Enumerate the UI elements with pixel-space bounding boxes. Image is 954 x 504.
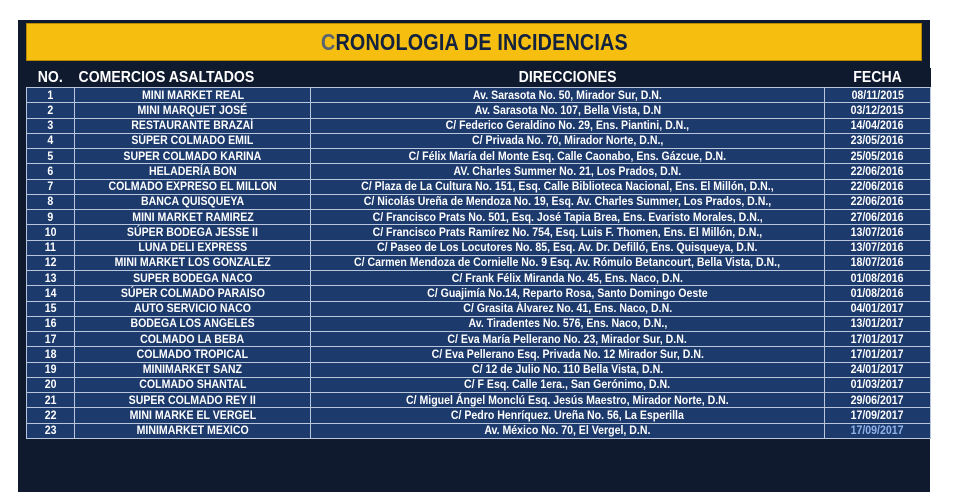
row-date: 04/01/2017 <box>825 301 931 316</box>
row-date: 13/07/2016 <box>825 240 931 255</box>
row-address: C/ Guajimía No.14, Reparto Rosa, Santo Domingo Oeste <box>311 286 825 301</box>
table-row <box>27 225 931 240</box>
row-address: C/ Francisco Prats No. 501, Esq. José Tapia Brea, Ens. Evaristo Morales, D.N., <box>311 210 825 225</box>
table-row <box>27 423 931 438</box>
table-row <box>27 255 931 270</box>
row-number: 1 <box>27 88 75 103</box>
row-business-name: SUPER COLMADO REY II <box>75 393 311 408</box>
header-no: NO. <box>27 68 75 88</box>
row-business-name: LUNA DELI EXPRESS <box>75 240 311 255</box>
row-number: 6 <box>27 164 75 179</box>
row-business-name: RESTAURANTE BRAZAÍ <box>75 118 311 133</box>
row-number: 19 <box>27 362 75 377</box>
row-address: C/ Frank Félix Miranda No. 45, Ens. Naco, D.N. <box>311 271 825 286</box>
row-business-name: MINIMARKET MEXICO <box>75 423 311 438</box>
table-row <box>27 179 931 194</box>
row-business-name: SÚPER BODEGA JESSE II <box>75 225 311 240</box>
table-row <box>27 133 931 148</box>
row-date: 17/01/2017 <box>825 347 931 362</box>
header-fecha: FECHA <box>825 68 931 88</box>
row-date: 01/08/2016 <box>825 271 931 286</box>
row-number: 4 <box>27 133 75 148</box>
row-business-name: MINIMARKET SANZ <box>75 362 311 377</box>
row-address: C/ Federico Geraldino No. 29, Ens. Piantini, D.N., <box>311 118 825 133</box>
row-number: 16 <box>27 316 75 331</box>
row-date: 23/05/2016 <box>825 133 931 148</box>
row-business-name: MINI MARQUET JOSÉ <box>75 103 311 118</box>
header-comercios: COMERCIOS ASALTADOS <box>75 68 311 88</box>
row-date: 17/09/2017 <box>825 423 931 438</box>
row-number: 7 <box>27 179 75 194</box>
row-date: 13/07/2016 <box>825 225 931 240</box>
row-number: 21 <box>27 393 75 408</box>
row-number: 18 <box>27 347 75 362</box>
table-row <box>27 393 931 408</box>
row-business-name: HELADERÍA BON <box>75 164 311 179</box>
row-number: 8 <box>27 194 75 209</box>
row-number: 9 <box>27 210 75 225</box>
row-number: 2 <box>27 103 75 118</box>
table-row <box>27 286 931 301</box>
row-business-name: BODEGA LOS ANGELES <box>75 316 311 331</box>
row-business-name: SUPER COLMADO KARINA <box>75 149 311 164</box>
row-address: C/ Félix María del Monte Esq. Calle Caonabo, Ens. Gázcue, D.N. <box>311 149 825 164</box>
row-number: 13 <box>27 271 75 286</box>
table-row <box>27 194 931 209</box>
row-number: 17 <box>27 332 75 347</box>
incidents-table <box>26 68 931 439</box>
row-address: C/ Grasita Álvarez No. 41, Ens. Naco, D.N. <box>311 301 825 316</box>
row-number: 12 <box>27 255 75 270</box>
table-row <box>27 271 931 286</box>
row-date: 24/01/2017 <box>825 362 931 377</box>
row-business-name: MINI MARKET LOS GONZALEZ <box>75 255 311 270</box>
row-date: 22/06/2016 <box>825 164 931 179</box>
table-header-row <box>27 68 931 88</box>
page-title: CRONOLOGIA DE INCIDENCIAS <box>320 28 628 55</box>
table-row <box>27 347 931 362</box>
row-number: 10 <box>27 225 75 240</box>
row-date: 03/12/2015 <box>825 103 931 118</box>
row-address: AV. Charles Summer No. 21, Los Prados, D.N. <box>311 164 825 179</box>
row-date: 25/05/2016 <box>825 149 931 164</box>
row-address: C/ Pedro Henríquez. Ureña No. 56, La Esperilla <box>311 408 825 423</box>
row-number: 14 <box>27 286 75 301</box>
row-business-name: COLMADO TROPICAL <box>75 347 311 362</box>
row-number: 15 <box>27 301 75 316</box>
table-row <box>27 377 931 392</box>
row-business-name: SÚPER COLMADO EMIL <box>75 133 311 148</box>
row-address: Av. Sarasota No. 107, Bella Vista, D.N <box>311 103 825 118</box>
row-business-name: MINI MARKE EL VERGEL <box>75 408 311 423</box>
row-date: 01/08/2016 <box>825 286 931 301</box>
table-row <box>27 408 931 423</box>
row-address: C/ Plaza de La Cultura No. 151, Esq. Calle Biblioteca Nacional, Ens. El Millón, D.N., <box>311 179 825 194</box>
row-number: 20 <box>27 377 75 392</box>
row-address: C/ Miguel Ángel Monclú Esq. Jesús Maestro, Mirador Norte, D.N. <box>311 393 825 408</box>
row-address: C/ 12 de Julio No. 110 Bella Vista, D.N. <box>311 362 825 377</box>
table-row <box>27 210 931 225</box>
row-date: 14/04/2016 <box>825 118 931 133</box>
row-business-name: SUPER BODEGA NACO <box>75 271 311 286</box>
row-address: C/ F Esq. Calle 1era., San Gerónimo, D.N. <box>311 377 825 392</box>
table-row <box>27 240 931 255</box>
row-business-name: COLMADO EXPRESO EL MILLON <box>75 179 311 194</box>
table-row <box>27 332 931 347</box>
row-address: C/ Francisco Prats Ramírez No. 754, Esq. Luis F. Thomen, Ens. El Millón, D.N., <box>311 225 825 240</box>
row-address: Av. Tiradentes No. 576, Ens. Naco, D.N., <box>311 316 825 331</box>
row-date: 27/06/2016 <box>825 210 931 225</box>
row-business-name: SÚPER COLMADO PARAISO <box>75 286 311 301</box>
row-address: C/ Carmen Mendoza de Cornielle No. 9 Esq. Av. Rómulo Betancourt, Bella Vista, D.N., <box>311 255 825 270</box>
table-row <box>27 164 931 179</box>
row-address: C/ Eva María Pellerano No. 23, Mirador Sur, D.N. <box>311 332 825 347</box>
table-row <box>27 149 931 164</box>
row-number: 22 <box>27 408 75 423</box>
row-address: C/ Eva Pellerano Esq. Privada No. 12 Mirador Sur, D.N. <box>311 347 825 362</box>
row-business-name: COLMADO SHANTAL <box>75 377 311 392</box>
row-date: 22/06/2016 <box>825 194 931 209</box>
row-address: Av. Sarasota No. 50, Mirador Sur, D.N. <box>311 88 825 103</box>
row-address: Av. México No. 70, El Vergel, D.N. <box>311 423 825 438</box>
table-row <box>27 118 931 133</box>
row-date: 08/11/2015 <box>825 88 931 103</box>
table-row <box>27 301 931 316</box>
row-date: 13/01/2017 <box>825 316 931 331</box>
row-number: 3 <box>27 118 75 133</box>
row-number: 11 <box>27 240 75 255</box>
row-business-name: COLMADO LA BEBA <box>75 332 311 347</box>
row-date: 18/07/2016 <box>825 255 931 270</box>
row-address: C/ Paseo de Los Locutores No. 85, Esq. Av. Dr. Defilló, Ens. Quisqueya, D.N. <box>311 240 825 255</box>
row-number: 23 <box>27 423 75 438</box>
row-business-name: AUTO SERVICIO NACO <box>75 301 311 316</box>
row-business-name: BANCA QUISQUEYA <box>75 194 311 209</box>
row-business-name: MINI MARKET REAL <box>75 88 311 103</box>
row-address: C/ Privada No. 70, Mirador Norte, D.N., <box>311 133 825 148</box>
row-business-name: MINI MARKET RAMIREZ <box>75 210 311 225</box>
row-date: 01/03/2017 <box>825 377 931 392</box>
table-row <box>27 362 931 377</box>
table-row <box>27 316 931 331</box>
row-address: C/ Nicolás Ureña de Mendoza No. 19, Esq. Av. Charles Summer, Los Prados, D.N., <box>311 194 825 209</box>
row-date: 17/01/2017 <box>825 332 931 347</box>
title-bar <box>26 23 922 61</box>
row-date: 17/09/2017 <box>825 408 931 423</box>
table-row <box>27 88 931 103</box>
table-row <box>27 103 931 118</box>
row-date: 22/06/2016 <box>825 179 931 194</box>
row-date: 29/06/2017 <box>825 393 931 408</box>
header-direcciones: DIRECCIONES <box>311 68 825 88</box>
row-number: 5 <box>27 149 75 164</box>
